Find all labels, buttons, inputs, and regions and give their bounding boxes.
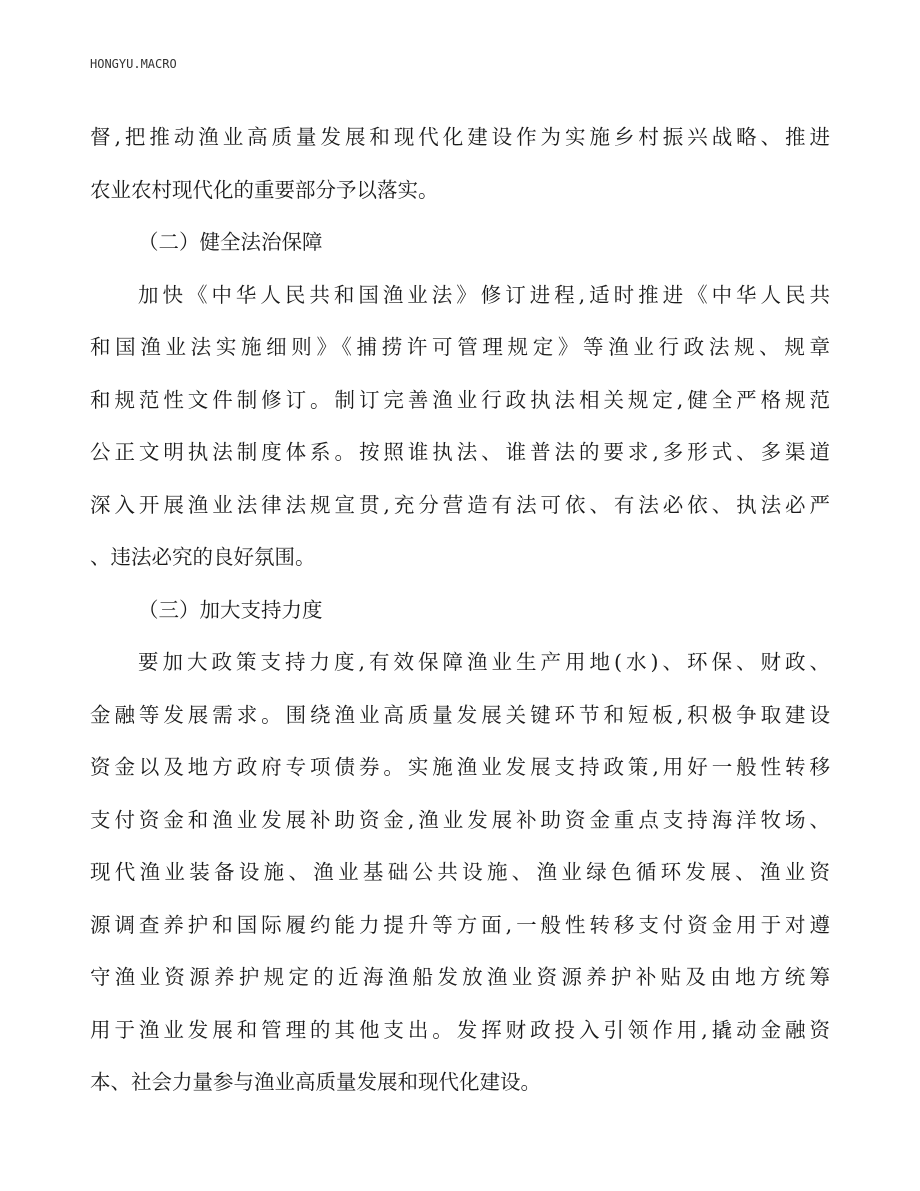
paragraph <box>90 269 830 584</box>
paragraph <box>90 111 830 216</box>
text-line: 资金以及地方政府专项债券。实施渔业发展支持政策,用好一般性转移 <box>90 755 830 779</box>
section-heading: （三）加大支持力度 <box>138 597 323 622</box>
document-body <box>90 111 830 1109</box>
text-line: 用于渔业发展和管理的其他支出。发挥财政投入引领作用,撬动金融资 <box>90 1017 830 1042</box>
text-line: 金融等发展需求。围绕渔业高质量发展关键环节和短板,积极争取建设 <box>90 702 830 727</box>
text-line: 和规范性文件制修订。制订完善渔业行政执法相关规定,健全严格规范 <box>90 387 830 412</box>
paragraph <box>90 636 830 1109</box>
text-line: 加快《中华人民共和国渔业法》修订进程,适时推进《中华人民共 <box>138 282 830 307</box>
section-heading: （二）健全法治保障 <box>138 230 323 254</box>
text-line: 守渔业资源养护规定的近海渔船发放渔业资源养护补贴及由地方统筹 <box>90 965 830 989</box>
text-line: 公正文明执法制度体系。按照谁执法、谁普法的要求,多形式、多渠道 <box>90 440 830 464</box>
text-line: 、违法必究的良好氛围。 <box>90 545 316 569</box>
text-line: 现代渔业装备设施、渔业基础公共设施、渔业绿色循环发展、渔业资 <box>90 860 830 884</box>
text-line: 农业农村现代化的重要部分予以落实。 <box>90 177 439 202</box>
text-line: 源调查养护和国际履约能力提升等方面,一般性转移支付资金用于对遵 <box>90 912 830 937</box>
text-line: 和国渔业法实施细则》《捕捞许可管理规定》等渔业行政法规、规章 <box>90 335 830 359</box>
page-header: HONGYU.MACRO <box>90 57 177 71</box>
text-line: 督,把推动渔业高质量发展和现代化建设作为实施乡村振兴战略、推进 <box>90 125 830 149</box>
text-line: 深入开展渔业法律法规宣贯,充分营造有法可依、有法必依、执法必严 <box>90 492 830 517</box>
text-line: 支付资金和渔业发展补助资金,渔业发展补助资金重点支持海洋牧场、 <box>90 807 830 832</box>
text-line: 本、社会力量参与渔业高质量发展和现代化建设。 <box>90 1070 541 1094</box>
text-line: 要加大政策支持力度,有效保障渔业生产用地(水)、环保、财政、 <box>138 650 830 674</box>
